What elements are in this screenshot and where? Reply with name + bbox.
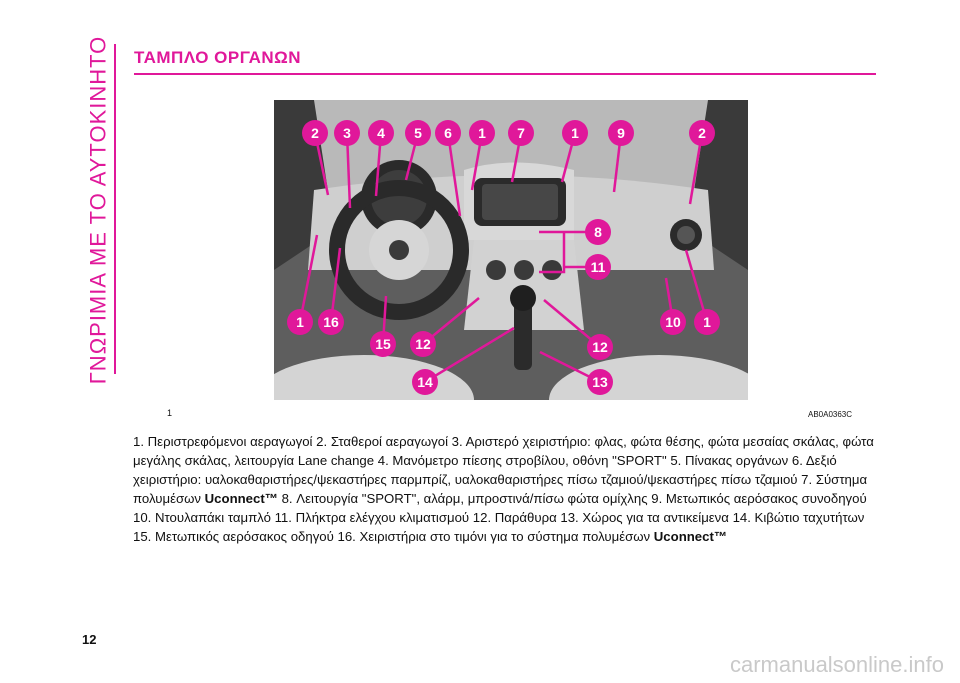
callout-2-right-top	[689, 120, 715, 146]
svg-text:7: 7	[517, 125, 525, 141]
svg-text:3: 3	[343, 125, 351, 141]
svg-text:5: 5	[414, 125, 422, 141]
svg-text:4: 4	[377, 125, 385, 141]
callout-12-left	[410, 331, 436, 357]
callout-7	[508, 120, 534, 146]
callout-2-left-top	[302, 120, 328, 146]
header-rule	[134, 73, 876, 75]
svg-text:14: 14	[417, 374, 433, 390]
caption-text-1: 1. Περιστρεφόμενοι αεραγωγοί 2. Σταθεροί αεραγωγοί 3. Αριστερό χειριστήριο: φλας, φώτα θέσης, φώτα μεσαίας σκάλας, φώτα μεγάλης σκάλας, λειτουργία Lane change 4. Μανόμετρο πίεσης στροβίλου, οθόνη "SPORT" 5. Πίνακας οργάνων 6. Δεξιό χειριστήριο: υαλοκαθαριστήρες/ψεκαστήρες παρμπρίζ, υαλοκαθαριστήρες πίσω τζαμιού/ψεκαστήρες πίσω τζαμιού 7. Σύστημα πολυμέσων	[133, 434, 874, 506]
callout-1-bottom-left	[287, 309, 313, 335]
callout-10	[660, 309, 686, 335]
section-side-title-text: ΓΝΩΡΙΜΙΑ ΜΕ ΤΟ ΑΥΤΟΚΙΝΗΤΟ	[85, 35, 111, 385]
svg-text:12: 12	[415, 336, 431, 352]
svg-text:2: 2	[311, 125, 319, 141]
svg-text:10: 10	[665, 314, 681, 330]
svg-text:8: 8	[594, 224, 602, 240]
callout-14	[412, 369, 438, 395]
svg-text:1: 1	[571, 125, 579, 141]
page-number: 12	[82, 632, 97, 647]
dashboard-illustration	[274, 100, 748, 400]
svg-text:15: 15	[375, 336, 391, 352]
figure-caption	[133, 432, 885, 546]
page-title: ΤΑΜΠΛΟ ΟΡΓΑΝΩΝ	[134, 48, 302, 67]
svg-text:1: 1	[296, 314, 304, 330]
callout-13	[587, 369, 613, 395]
caption-text-2: 8. Λειτουργία "SPORT", αλάρμ, μπροστινά/πίσω φώτα ομίχλης 9. Μετωπικός αερόσακος συνοδηγού 10. Ντουλαπάκι ταμπλό 11. Πλήκτρα ελέγχου κλιματισμού 12. Παράθυρα 13. Χώρος για τα αντικείμενα 14. Κιβώτιο ταχυτήτων 15. Μετωπικός αερόσακος οδηγού 16. Χειριστήρια στο τιμόνι για το σύστημα πολυμέσων	[133, 491, 867, 544]
svg-text:11: 11	[590, 259, 606, 275]
figure-code: AB0A0363C	[808, 410, 853, 419]
figure-number: 1	[167, 408, 173, 418]
dashboard-photo	[274, 100, 748, 400]
callout-8	[585, 219, 611, 245]
svg-text:16: 16	[323, 314, 339, 330]
callout-9	[608, 120, 634, 146]
svg-text:1: 1	[478, 125, 486, 141]
callout-1-bottom-right	[694, 309, 720, 335]
callout-15	[370, 331, 396, 357]
callout-16	[318, 309, 344, 335]
svg-text:12: 12	[592, 339, 608, 355]
callout-1-top-b	[562, 120, 588, 146]
section-side-title	[80, 35, 116, 385]
callout-3	[334, 120, 360, 146]
callout-5	[405, 120, 431, 146]
callout-4	[368, 120, 394, 146]
svg-text:1: 1	[703, 314, 711, 330]
svg-text:6: 6	[444, 125, 452, 141]
svg-text:2: 2	[698, 125, 706, 141]
watermark: carmanualsonline.info	[729, 652, 944, 677]
callout-12-right	[587, 334, 613, 360]
caption-bold-1: Uconnect™	[204, 491, 278, 506]
caption-bold-2: Uconnect™	[653, 529, 728, 544]
side-rule	[114, 44, 116, 374]
callout-6	[435, 120, 461, 146]
callout-11	[585, 254, 611, 280]
callout-1-top-a	[469, 120, 495, 146]
svg-text:9: 9	[617, 125, 625, 141]
svg-text:13: 13	[592, 374, 608, 390]
